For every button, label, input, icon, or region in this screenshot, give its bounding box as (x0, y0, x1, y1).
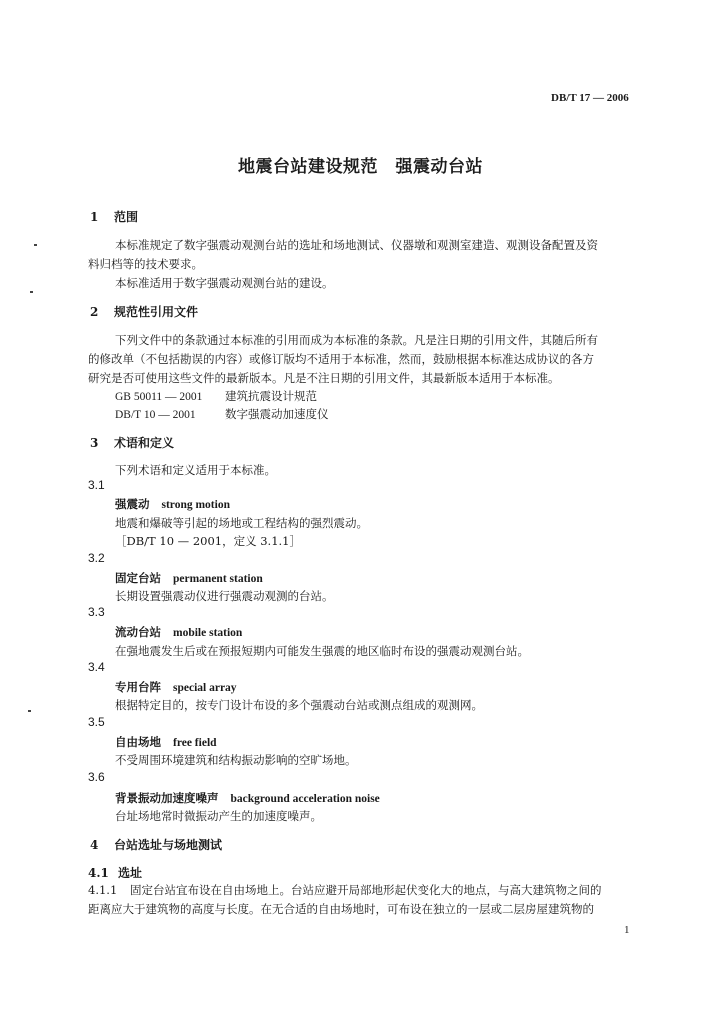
reference-code: DB/T 10 — 2001 (115, 409, 196, 421)
term-number: 3.2 (88, 551, 105, 565)
reference-title: 数字强震动加速度仪 (225, 407, 329, 421)
term-number: 3.4 (88, 660, 105, 674)
term-definition: 不受周围环境建筑和结构振动影响的空旷场地。 (115, 753, 357, 767)
term-heading (115, 679, 237, 695)
subsection-heading (88, 864, 142, 881)
term-heading (115, 496, 230, 512)
page-number: 1 (624, 924, 630, 936)
term-zh: 流动台站 (115, 625, 161, 639)
section-number: 3 (90, 436, 99, 450)
term-definition: 根据特定目的，按专门设计布设的多个强震动台站或测点组成的观测网。 (115, 698, 483, 712)
document-title: 地震台站建设规范 强震动台站 (238, 157, 483, 177)
term-definition: 地震和爆破等引起的场地或工程结构的强烈震动。 (115, 516, 368, 530)
paragraph-line: 料归档等的技术要求。 (88, 257, 203, 271)
scan-speck (30, 291, 33, 293)
paragraph-line: 的修改单（不包括勘误的内容）或修订版均不适用于本标准，然而，鼓励根据本标准达成协议的各方 (88, 352, 594, 366)
reference-item (115, 388, 317, 404)
term-definition: 长期设置强震动仪进行强震动观测的台站。 (115, 589, 334, 603)
term-zh: 自由场地 (115, 735, 161, 749)
clause-line (88, 882, 602, 898)
section-number: 2 (90, 305, 99, 319)
term-number: 3.3 (88, 605, 105, 619)
subsection-number: 4.1 (88, 866, 109, 880)
paragraph-line: 下列文件中的条款通过本标准的引用而成为本标准的条款。凡是注日期的引用文件，其随后所有 (115, 333, 598, 347)
paragraph-line: 本标准适用于数字强震动观测台站的建设。 (115, 276, 334, 290)
reference-item (115, 406, 329, 422)
term-en: strong motion (161, 499, 230, 511)
section-3-heading (90, 434, 174, 451)
section-4-heading (90, 836, 222, 853)
term-number: 3.1 (88, 478, 105, 492)
clause-text: 固定台站宜布设在自由场地上。台站应避开局部地形起伏变化大的地点，与高大建筑物之间的 (130, 883, 602, 897)
term-zh: 专用台阵 (115, 680, 161, 694)
reference-title: 建筑抗震设计规范 (225, 389, 317, 403)
reference-code: GB 50011 — 2001 (115, 391, 203, 403)
section-1-heading (90, 208, 138, 225)
term-number: 3.6 (88, 770, 105, 784)
scan-speck (28, 710, 31, 712)
term-note: ［DB/T 10 — 2001，定义 3.1.1］ (115, 534, 301, 548)
section-number: 1 (90, 210, 99, 224)
section-number: 4 (90, 838, 99, 852)
section-title: 台站选址与场地测试 (114, 838, 223, 852)
term-number: 3.5 (88, 715, 105, 729)
term-definition: 台址场地常时微振动产生的加速度噪声。 (115, 809, 322, 823)
term-zh: 固定台站 (115, 571, 161, 585)
paragraph-line: 研究是否可使用这些文件的最新版本。凡是不注日期的引用文件，其最新版本适用于本标准。 (88, 371, 560, 385)
clause-line: 距离应大于建筑物的高度与长度。在无合适的自由场地时，可布设在独立的一层或二层房屋建筑物的 (88, 902, 594, 916)
paragraph-line: 下列术语和定义适用于本标准。 (115, 463, 276, 477)
paragraph-line: 本标准规定了数字强震动观测台站的选址和场地测试、仪器墩和观测室建造、观测设备配置及资 (115, 238, 598, 252)
term-definition: 在强地震发生后或在预报短期内可能发生强震的地区临时布设的强震动观测台站。 (115, 644, 529, 658)
term-zh: 背景振动加速度噪声 (115, 791, 219, 805)
section-2-heading (90, 303, 198, 320)
section-title: 范围 (114, 210, 139, 224)
term-heading (115, 624, 242, 640)
term-en: background acceleration noise (230, 793, 380, 805)
scan-speck (34, 244, 37, 246)
term-en: special array (173, 682, 237, 694)
section-title: 术语和定义 (114, 436, 175, 450)
subsection-title: 选址 (118, 866, 143, 880)
section-title: 规范性引用文件 (114, 305, 199, 319)
term-zh: 强震动 (115, 497, 150, 511)
term-heading (115, 734, 217, 750)
term-en: permanent station (173, 573, 263, 585)
clause-number: 4.1.1 (88, 883, 118, 897)
term-en: mobile station (173, 627, 243, 639)
term-heading (115, 570, 263, 586)
term-heading (115, 790, 380, 806)
standard-code: DB/T 17 — 2006 (551, 92, 629, 104)
term-en: free field (173, 737, 217, 749)
